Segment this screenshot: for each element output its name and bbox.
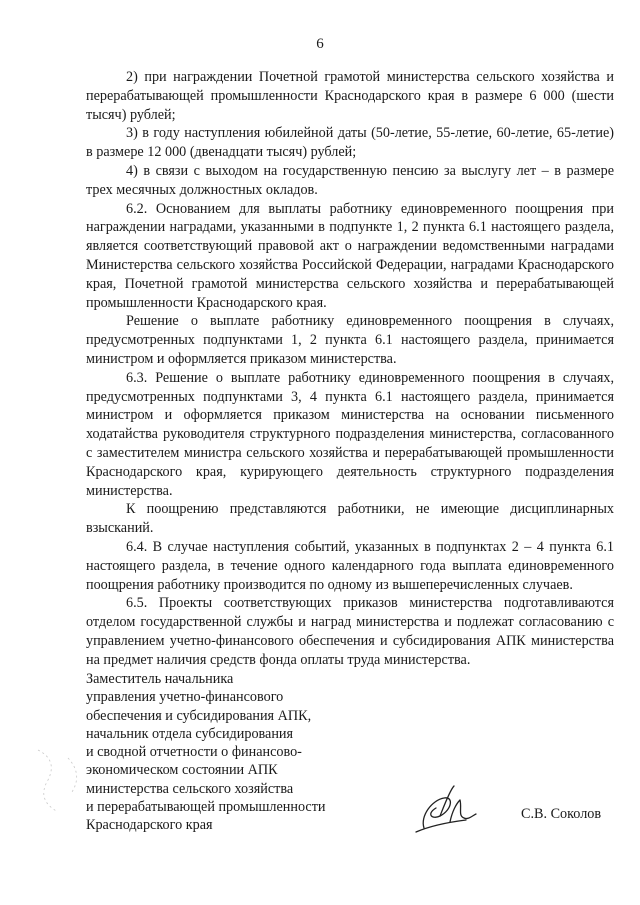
paragraph-item-2: 2) при награждении Почетной грамотой министерства сельского хозяйства и перерабатывающей промышленности Краснодарского края в размере 6 000 (шести тысяч) рублей; — [86, 69, 614, 123]
signatory-line: экономическом состоянии АПК — [86, 762, 278, 779]
signatory-name: С.В. Соколов — [521, 806, 602, 822]
handwritten-signature — [410, 782, 490, 840]
paragraph-item-4: 4) в связи с выходом на государственную пенсию за выслугу лет – в размере трех месячных должностных окладов. — [86, 162, 614, 198]
signatory-line: начальник отдела субсидирования — [86, 725, 294, 742]
signatory-line: управления учетно-финансового — [86, 689, 284, 706]
document-body — [86, 68, 614, 670]
paragraph-item-3: 3) в году наступления юбилейной даты (50-летие, 55-летие, 60-летие, 65-летие) в размере 12 000 (двенадцати тысяч) рублей; — [86, 125, 614, 161]
signatory-line: Краснодарского края — [86, 817, 213, 834]
paragraph-6-3: 6.3. Решение о выплате работнику единовременного поощрения в случаях, предусмотренных подпунктами 3, 4 пункта 6.1 настоящего раздела, принимается министром и оформляется приказом министерства на основании письменного ходатайства руководителя структурного подразделения министерства, согласованного с заместителем министра сельского хозяйства и перерабатывающей промышленности Краснодарского края, курирующего деятельность структурного подразделения министерства. — [86, 369, 614, 499]
paragraph-eligibility: К поощрению представляются работники, не имеющие дисциплинарных взысканий. — [86, 501, 614, 537]
signatory-line: Заместитель начальника — [86, 671, 234, 687]
paragraph-decision: Решение о выплате работнику единовременного поощрения в случаях, предусмотренных подпунктами 1, 2 пункта 6.1 настоящего раздела, принимается министром и оформляется приказом министерства. — [86, 313, 614, 367]
signatory-position — [86, 670, 386, 835]
signatory-line: обеспечения и субсидирования АПК, — [86, 707, 312, 724]
signatory-line: и сводной отчетности о финансово- — [86, 744, 302, 761]
page-number: 6 — [316, 36, 324, 52]
paragraph-6-4: 6.4. В случае наступления событий, указанных в подпунктах 2 – 4 пункта 6.1 настоящего раздела, в течение одного календарного года выплата единовременного поощрения работнику производится по одному из вышеперечисленных случаев. — [86, 538, 614, 593]
signatory-line: министерства сельского хозяйства — [86, 780, 294, 797]
paragraph-6-2: 6.2. Основанием для выплаты работнику единовременного поощрения при награждении наградами, указанными в подпункте 1, 2 пункта 6.1 настоящего раздела, является соответствующий правовой акт о награждении ведомственными наградами Министерства сельского хозяйства Российской Федерации, наградами Краснодарского края, Почетной грамотой министерства сельского хозяйства и перерабатывающей промышленности Краснодарского края. — [86, 200, 614, 311]
paragraph-6-5: 6.5. Проекты соответствующих приказов министерства подготавливаются отделом государственной службы и наград министерства и подлежат согласованию с управлением учетно-финансового обеспечения и субсидирования АПК министерства на предмет наличия средств фонда оплаты труда министерства. — [86, 595, 614, 668]
signatory-line: и перерабатывающей промышленности — [86, 799, 326, 816]
faint-stamp-mark — [28, 740, 96, 820]
